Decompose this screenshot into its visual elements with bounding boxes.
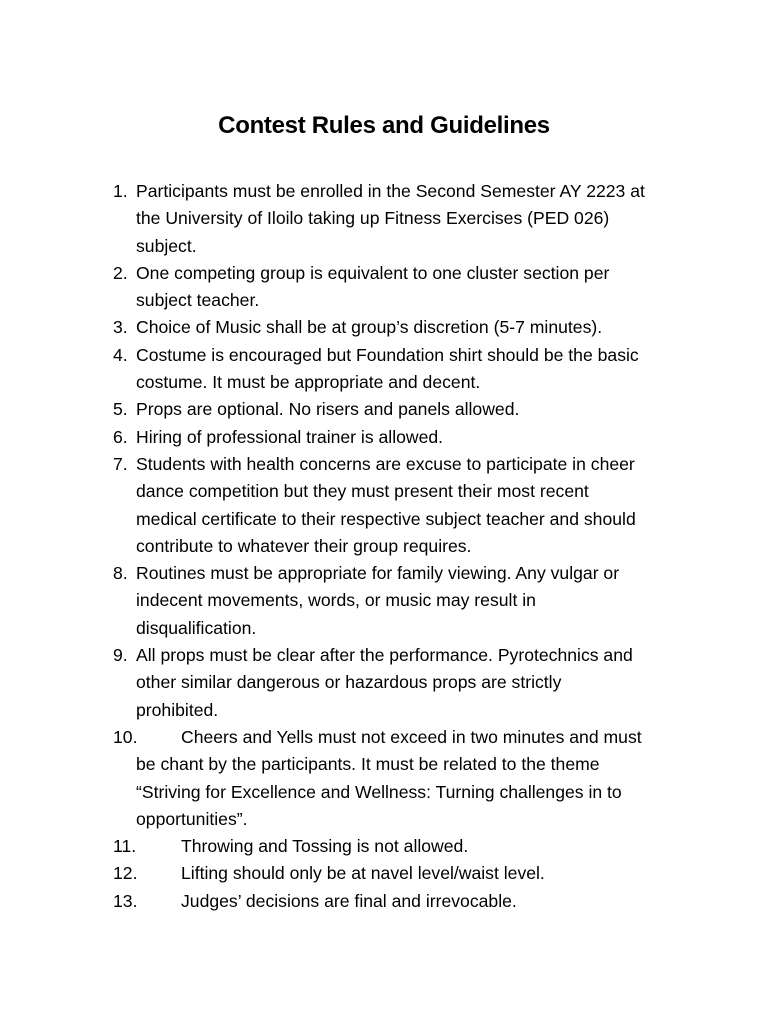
rule-item	[0, 424, 768, 451]
rule-item	[0, 860, 768, 887]
rule-text: Participants must be enrolled in the Second Semester AY 2223 at the University of Iloilo taking up Fitness Exercises (PED 026) subject.	[136, 181, 645, 256]
rule-number: 13.	[113, 890, 138, 911]
rule-item	[0, 560, 768, 642]
rule-number: 3.	[113, 317, 128, 338]
rule-item	[0, 178, 768, 260]
rule-number: 1.	[113, 181, 128, 201]
rule-text: Costume is encouraged but Foundation shirt should be the basic costume. It must be appropriate and decent.	[136, 344, 639, 393]
rule-number: 10.	[113, 726, 138, 747]
rule-item	[0, 314, 768, 341]
rule-text: Props are optional. No risers and panels allowed.	[136, 399, 520, 420]
rule-item	[0, 396, 768, 423]
rule-number: 8.	[113, 563, 128, 584]
rule-text: Routines must be appropriate for family viewing. Any vulgar or indecent movements, words, or music may result in disqualification.	[136, 563, 620, 638]
rule-text: Judges’ decisions are final and irrevocable.	[181, 890, 517, 911]
rule-text: All props must be clear after the performance. Pyrotechnics and other similar dangerous or hazardous props are strictly prohibited.	[136, 645, 633, 720]
rule-item	[0, 260, 768, 315]
rule-item	[0, 451, 768, 560]
rule-text: Hiring of professional trainer is allowed.	[136, 426, 444, 447]
rule-number: 7.	[113, 453, 128, 474]
rule-text: One competing group is equivalent to one cluster section per subject teacher.	[136, 262, 610, 311]
rule-item	[0, 888, 768, 915]
rule-number: 9.	[113, 645, 128, 666]
rule-number: 11.	[113, 836, 137, 857]
rule-item	[0, 342, 768, 397]
rule-number: 4.	[113, 344, 128, 365]
rule-item	[0, 833, 768, 860]
rule-text: Cheers and Yells must not exceed in two minutes and must be chant by the participants. It must be related to the theme “Striving for Excellence and Wellness: Turning challenges in to opportunities”.	[136, 726, 642, 829]
rule-item	[0, 642, 768, 724]
rule-number: 12.	[113, 863, 138, 884]
rule-number: 6.	[113, 426, 128, 447]
rule-text: Choice of Music shall be at group’s discretion (5-7 minutes).	[136, 317, 603, 338]
rule-number: 5.	[113, 399, 128, 420]
page-title: Contest Rules and Guidelines	[218, 112, 550, 140]
rule-item	[0, 724, 768, 833]
rule-number: 2.	[113, 262, 128, 283]
rule-text: Lifting should only be at navel level/waist level.	[181, 863, 545, 884]
rule-text: Students with health concerns are excuse to participate in cheer dance competition but they must present their most recent medical certificate to their respective subject teacher and should contribute to whatever their group requires.	[136, 453, 636, 556]
rule-text: Throwing and Tossing is not allowed.	[181, 836, 469, 857]
rules-list	[0, 178, 768, 915]
